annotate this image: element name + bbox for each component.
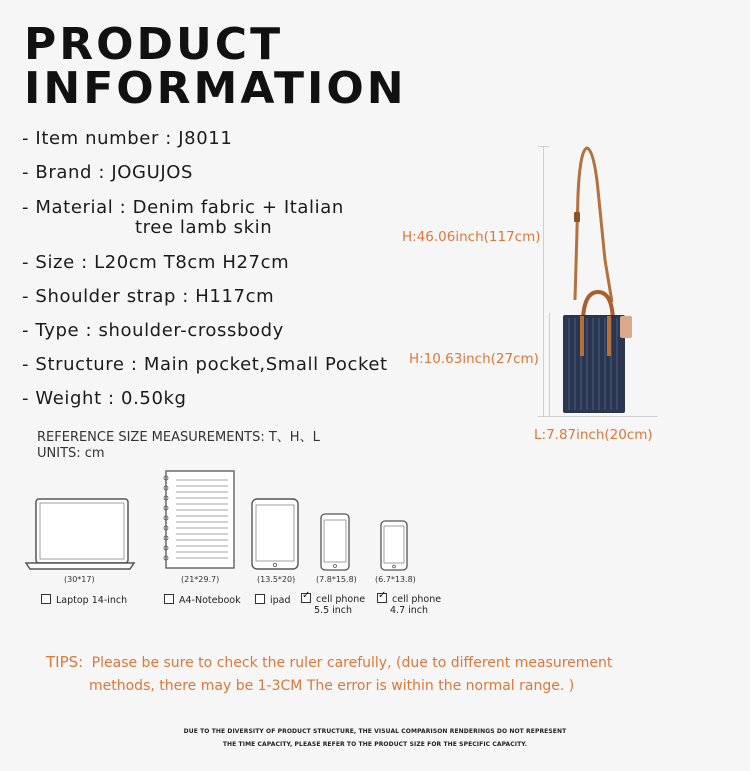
tablet-icon — [251, 498, 299, 570]
tips-line-2: methods, there may be 1-3CM The error is within the normal range. ) — [89, 678, 575, 694]
spec-structure: - Structure : Main pocket,Small Pocket — [22, 354, 388, 375]
device-size-notebook: (21*29.7) — [181, 575, 220, 584]
laptop-icon — [24, 497, 136, 571]
device-size-tablet: (13.5*20) — [257, 575, 296, 584]
spec-item-number: - Item number : J8011 — [22, 128, 233, 149]
tips-block — [46, 651, 612, 698]
checkbox-icon — [41, 594, 51, 604]
spec-brand: - Brand : JOGUJOS — [22, 162, 194, 183]
device-option-laptop — [41, 594, 127, 606]
total-height-label: H:46.06inch(117cm) — [402, 229, 541, 245]
tips-label: TIPS: — [46, 653, 84, 671]
footer-note-line-1: DUE TO THE DIVERSITY OF PRODUCT STRUCTURE, THE VISUAL COMPARISON RENDERINGS DO NOT REPRESENT — [183, 728, 567, 735]
spec-type: - Type : shoulder-crossbody — [22, 320, 284, 341]
footer-note-line-2: THE TIME CAPACITY, PLEASE REFER TO THE PRODUCT SIZE FOR THE SPECIFIC CAPACITY. — [222, 741, 528, 748]
reference-units: UNITS: cm — [37, 446, 105, 461]
device-label-notebook: A4-Notebook — [179, 595, 241, 606]
checkbox-icon — [164, 594, 174, 604]
spec-shoulder-strap: - Shoulder strap : H117cm — [22, 286, 275, 307]
spec-material — [22, 198, 344, 238]
cell-phone-large-icon — [320, 513, 350, 571]
device-label-phone-large: cell phone — [316, 594, 366, 605]
spec-material-line-1: - Material : Denim fabric + Italian — [22, 197, 344, 218]
device-size-phone-small: (6.7*13.8) — [375, 575, 416, 584]
checked-checkbox-icon — [377, 593, 387, 603]
tips-line-1: Please be sure to check the ruler carefully, (due to different measurement — [91, 655, 613, 671]
device-label-phone-small: cell phone — [392, 594, 442, 605]
device-size-phone-large: (7.8*15.8) — [316, 575, 357, 584]
tote-bag-image — [550, 140, 650, 430]
page-title-line-2: INFORMATION — [24, 63, 407, 114]
spec-size: - Size : L20cm T8cm H27cm — [22, 252, 290, 273]
spec-material-line-2: tree lamb skin — [135, 217, 273, 238]
device-label-laptop: Laptop 14-inch — [56, 595, 128, 606]
bag-height-label: H:10.63inch(27cm) — [409, 351, 539, 367]
device-option-phone-small — [377, 593, 441, 616]
device-option-tablet — [255, 594, 291, 606]
length-label: L:7.87inch(20cm) — [534, 427, 653, 443]
device-option-phone-large — [301, 593, 365, 616]
cell-phone-small-icon — [380, 520, 408, 571]
device-sublabel-phone-large: 5.5 inch — [314, 605, 353, 616]
device-sublabel-phone-small: 4.7 inch — [390, 605, 429, 616]
checked-checkbox-icon — [301, 593, 311, 603]
device-label-tablet: ipad — [270, 595, 291, 606]
total-height-line — [543, 146, 544, 416]
device-size-laptop: (30*17) — [64, 575, 95, 584]
notebook-icon — [160, 470, 236, 570]
total-height-top-tick — [538, 146, 549, 147]
device-option-notebook — [164, 594, 241, 606]
spec-weight: - Weight : 0.50kg — [22, 388, 187, 409]
reference-heading: REFERENCE SIZE MEASUREMENTS: T、H、L — [37, 430, 320, 445]
page-title-line-1: PRODUCT — [24, 19, 284, 70]
checkbox-icon — [255, 594, 265, 604]
